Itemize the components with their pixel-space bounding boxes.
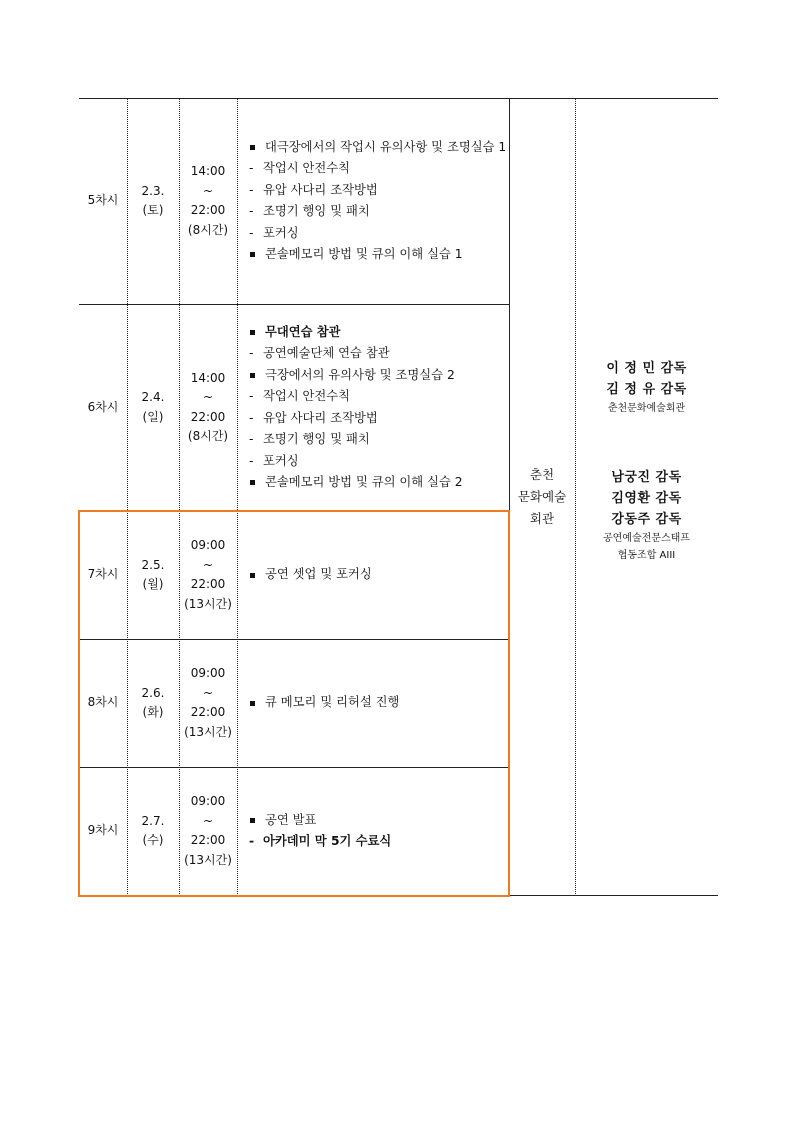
content-item: - 유압 사다리 조작방법 [247,408,509,430]
content-cell [247,98,509,304]
content-item: - 공연예술단체 연습 참관 [247,343,509,365]
day-label: (화) [142,705,164,719]
time-start: 09:00 [190,794,226,808]
duration-label: (13시간) [184,596,232,611]
directors-group-1 [575,353,718,421]
date-label: 2.3. [141,183,165,198]
content-item: - 유압 사다리 조작방법 [247,180,509,202]
director-name: 이 정 민 감독 [606,360,687,376]
date-cell [127,304,179,511]
dash-icon: - [249,182,254,197]
bullet-icon [250,145,255,150]
time-cell [179,98,237,304]
session-label: 9차시 [87,823,119,838]
time-start: 09:00 [190,666,226,680]
dash-icon: - [249,346,254,360]
content-cell [247,767,509,895]
time-end: 22:00 [190,409,226,424]
session-label: 8차시 [87,695,119,710]
duration-label: (8시간) [187,429,229,443]
content-item: - 작업시 안전수칙 [247,158,509,180]
duration-label: (13시간) [184,724,232,739]
content-item: - 조명기 행잉 및 패치 [247,201,509,223]
content-item: - 포커싱 [247,451,509,473]
content-item: 콘솔메모리 방법 및 큐의 이해 실습 1 [247,244,509,266]
date-cell [127,98,179,304]
day-label: (수) [142,833,164,847]
date-label: 2.6. [141,685,165,700]
time-cell [179,511,237,639]
content-item: 공연 발표 [247,810,509,832]
director-org: 협동조합 AIII [617,549,676,561]
date-cell [127,639,179,767]
content-item: - 조명기 행잉 및 패치 [247,429,509,451]
bullet-icon [250,480,255,485]
dash-icon: - [249,410,254,425]
dash-icon: - [249,225,254,240]
content-item: 큐 메모리 및 리허설 진행 [247,692,509,714]
time-cell [179,304,237,511]
day-label: (일) [142,409,164,424]
director-name: 남궁진 감독 [611,469,682,485]
duration-label: (13시간) [184,852,232,867]
time-start: 09:00 [190,538,226,552]
director-org: 공연예술전문스태프 [603,532,690,544]
date-label: 2.7. [141,813,165,828]
date-label: 2.4. [141,390,165,404]
time-tilde: ~ [202,557,214,572]
duration-label: (8시간) [187,222,229,237]
dash-icon: - [249,453,254,468]
session-cell [79,98,127,304]
time-cell [179,767,237,895]
session-cell [79,767,127,895]
date-label: 2.5. [141,557,165,572]
session-label: 7차시 [87,567,119,582]
content-item: 공연 셋업 및 포커싱 [247,564,509,586]
time-start: 14:00 [190,370,226,385]
bullet-icon [250,573,255,578]
bullet-icon [250,252,255,257]
bullet-icon [250,373,255,378]
bullet-icon [250,330,255,335]
session-cell [79,511,127,639]
director-org: 춘천문화예술회관 [607,402,686,414]
content-item: - 아카데미 막 5기 수료식 [247,831,509,853]
date-cell [127,511,179,639]
bullet-icon [250,818,255,823]
venue-cell [509,98,575,895]
director-name: 김영환 감독 [611,490,682,506]
time-cell [179,639,237,767]
time-end: 22:00 [190,203,226,217]
venue-line: 춘천 [529,466,555,482]
schedule-table [79,98,718,896]
content-item: - 포커싱 [247,223,509,245]
director-name: 강동주 감독 [611,511,682,527]
content-cell [247,304,509,511]
time-start: 14:00 [190,164,226,178]
venue-line: 회관 [529,510,555,526]
time-tilde: ~ [202,183,214,198]
dash-icon: - [249,432,254,446]
content-cell [247,639,509,767]
content-item: 극장에서의 유의사항 및 조명실습 2 [247,365,509,387]
session-label: 6차시 [87,399,119,414]
content-item: - 작업시 안전수칙 [247,386,509,408]
director-name: 김 정 유 감독 [606,381,687,397]
time-tilde: ~ [202,390,214,404]
dash-icon: - [249,161,254,175]
time-end: 22:00 [190,705,226,719]
time-tilde: ~ [202,685,214,700]
venue-line: 문화예술 [517,488,567,504]
dash-icon: - [249,204,254,218]
time-tilde: ~ [202,813,214,828]
time-end: 22:00 [190,833,226,847]
content-cell [247,511,509,639]
content-item: 콘솔메모리 방법 및 큐의 이해 실습 2 [247,472,509,494]
content-item: 무대연습 참관 [247,322,509,344]
content-item: 대극장에서의 작업시 유의사항 및 조명실습 1 [247,137,509,159]
dash-icon: - [249,389,254,403]
session-label: 5차시 [87,193,119,208]
day-label: (월) [142,577,164,591]
directors-group-2 [575,465,718,565]
dash-icon: - [249,834,255,848]
bullet-icon [250,701,255,706]
date-cell [127,767,179,895]
time-end: 22:00 [190,577,226,591]
session-cell [79,639,127,767]
session-cell [79,304,127,511]
day-label: (토) [142,203,164,217]
